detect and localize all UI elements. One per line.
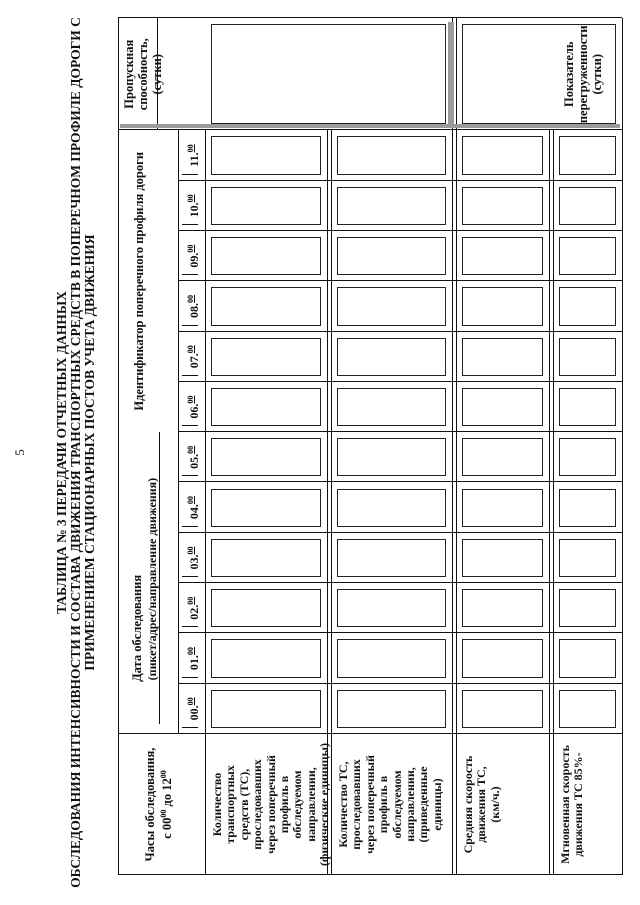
row-label: Средняя скорость движения ТС, (км/ч.) (461, 755, 502, 854)
data-input-box[interactable] (559, 589, 616, 627)
data-input-box[interactable] (337, 287, 446, 325)
location-field-underline (159, 432, 160, 724)
hour-header-bottom-line (205, 131, 206, 876)
data-input-box[interactable] (462, 690, 543, 728)
hour-cell-mark (182, 274, 198, 275)
table-title-line-3: ПРИМЕНЕНИЕМ СТАЦИОНАРНЫХ ПОСТОВ УЧЕТА ДВИЖЕНИЯ (82, 234, 97, 671)
table-border-right (118, 17, 622, 18)
table-border-bottom (622, 18, 623, 875)
capacity-header: Пропускная способность, (сутки) (122, 38, 164, 111)
row-label: Мгновенная скорость движения ТС 85%- (558, 745, 586, 864)
data-input-box[interactable] (462, 187, 543, 225)
hour-cell-mark (182, 677, 198, 678)
row-separator (553, 131, 554, 876)
hour-column-divider (178, 230, 622, 231)
data-input-box[interactable] (337, 338, 446, 376)
data-input-box[interactable] (211, 287, 321, 325)
data-input-box[interactable] (462, 489, 543, 527)
hour-cell-mark (182, 224, 198, 225)
hour-header-cell: 08.00 (186, 294, 201, 318)
capacity-input-box[interactable] (211, 24, 446, 125)
hour-cell-mark (182, 425, 198, 426)
hour-column-divider (178, 582, 622, 583)
data-input-box[interactable] (337, 489, 446, 527)
hour-header-top-line (178, 131, 179, 735)
row-label: Количество ТС, проследовавших через поперечный профиль в обследуемом направлении, (приведенные единицы) (336, 755, 444, 854)
data-input-box[interactable] (337, 539, 446, 577)
hour-column-divider (178, 683, 622, 684)
hour-column-divider (178, 331, 622, 332)
data-input-box[interactable] (211, 489, 321, 527)
hour-column-divider (178, 280, 622, 281)
table-title-line-1: ТАБЛИЦА № 3 ПЕРЕДАЧИ ОТЧЕТНЫХ ДАННЫХ (54, 291, 69, 614)
data-input-box[interactable] (337, 438, 446, 476)
data-input-box[interactable] (337, 388, 446, 426)
data-input-box[interactable] (559, 388, 616, 426)
row-separator (549, 131, 550, 876)
hour-column-divider (178, 482, 622, 483)
data-input-box[interactable] (559, 187, 616, 225)
hour-cell-mark (182, 375, 198, 376)
hour-column-divider (178, 431, 622, 432)
hour-column-divider (178, 381, 622, 382)
hour-cell-mark (182, 325, 198, 326)
data-input-box[interactable] (559, 690, 616, 728)
data-input-box[interactable] (211, 690, 321, 728)
data-input-box[interactable] (462, 639, 543, 677)
data-input-box[interactable] (559, 237, 616, 275)
hour-column-divider (178, 632, 622, 633)
table-title-line-2: ОБСЛЕДОВАНИЯ ИНТЕНСИВНОСТИ И СОСТАВА ДВИЖЕНИЯ ТРАНСПОРТНЫХ СРЕДСТВ В ПОПЕРЕЧНОМ ПРОФИЛЕ ДОРОГИ С (68, 17, 83, 888)
data-input-box[interactable] (559, 438, 616, 476)
hour-cell-mark (182, 727, 198, 728)
hour-header-cell: 07.00 (186, 345, 201, 369)
hour-cell-mark (182, 626, 198, 627)
hour-header-cell: 10.00 (186, 194, 201, 218)
hour-header-cell: 06.00 (186, 395, 201, 419)
capacity-row-separator (456, 18, 457, 131)
row-separator (456, 131, 457, 876)
table-border-top (118, 18, 119, 875)
hour-cell-mark (182, 526, 198, 527)
hour-header-cell: 04.00 (186, 496, 201, 520)
data-input-box[interactable] (211, 589, 321, 627)
data-input-box[interactable] (211, 237, 321, 275)
hour-header-cell: 05.00 (186, 445, 201, 469)
table-border-left (118, 874, 622, 875)
congestion-header: Показатель перегруженности (сутки) (562, 25, 604, 124)
data-input-box[interactable] (337, 639, 446, 677)
data-input-box[interactable] (462, 539, 543, 577)
data-input-box[interactable] (559, 287, 616, 325)
profile-identifier-label: Идентификатор поперечного профиля дороги (132, 151, 146, 411)
shaded-strip (120, 125, 620, 129)
page-number: 5 (12, 449, 27, 456)
data-input-box[interactable] (462, 388, 543, 426)
data-input-box[interactable] (211, 338, 321, 376)
hour-cell-mark (182, 576, 198, 577)
data-input-box[interactable] (211, 438, 321, 476)
survey-date-label: Дата обследования (130, 574, 144, 682)
hour-header-cell: 09.00 (186, 244, 201, 268)
hour-column-divider (178, 532, 622, 533)
data-input-box[interactable] (337, 136, 446, 174)
hour-cell-mark (182, 476, 198, 477)
hour-cell-mark (182, 174, 198, 175)
data-input-box[interactable] (337, 237, 446, 275)
hour-header-cell: 01.00 (186, 647, 201, 671)
data-input-box[interactable] (211, 187, 321, 225)
data-input-box[interactable] (559, 136, 616, 174)
data-input-box[interactable] (462, 338, 543, 376)
data-input-box[interactable] (559, 489, 616, 527)
data-input-box[interactable] (462, 237, 543, 275)
data-input-box[interactable] (337, 187, 446, 225)
data-input-box[interactable] (462, 287, 543, 325)
data-input-box[interactable] (559, 338, 616, 376)
data-input-box[interactable] (337, 690, 446, 728)
location-label: (пикет/адрес/направление движения) (145, 477, 159, 681)
data-input-box[interactable] (211, 539, 321, 577)
hour-column-divider (178, 180, 622, 181)
data-input-box[interactable] (211, 136, 321, 174)
data-input-box[interactable] (337, 589, 446, 627)
row-label: Количество транспортных средств (ТС), проследовавших через поперечный профиль в обследуемом направлении, (физические единицы) (210, 743, 332, 866)
data-input-box[interactable] (462, 438, 543, 476)
hour-header-cell: 11.00 (186, 144, 201, 167)
hour-header-cell: 00.00 (186, 697, 201, 721)
data-input-box[interactable] (211, 388, 321, 426)
data-input-box[interactable] (462, 589, 543, 627)
data-input-box[interactable] (559, 539, 616, 577)
row-separator (452, 131, 453, 876)
data-input-box[interactable] (462, 136, 543, 174)
data-input-box[interactable] (211, 639, 321, 677)
shaded-strip (448, 22, 454, 125)
hour-header-cell: 02.00 (186, 596, 201, 620)
data-input-box[interactable] (559, 639, 616, 677)
hours-header: Часы обследования, с $00^{00}$ до $12^{00}$ (143, 747, 175, 862)
hour-header-cell: 03.00 (186, 546, 201, 570)
